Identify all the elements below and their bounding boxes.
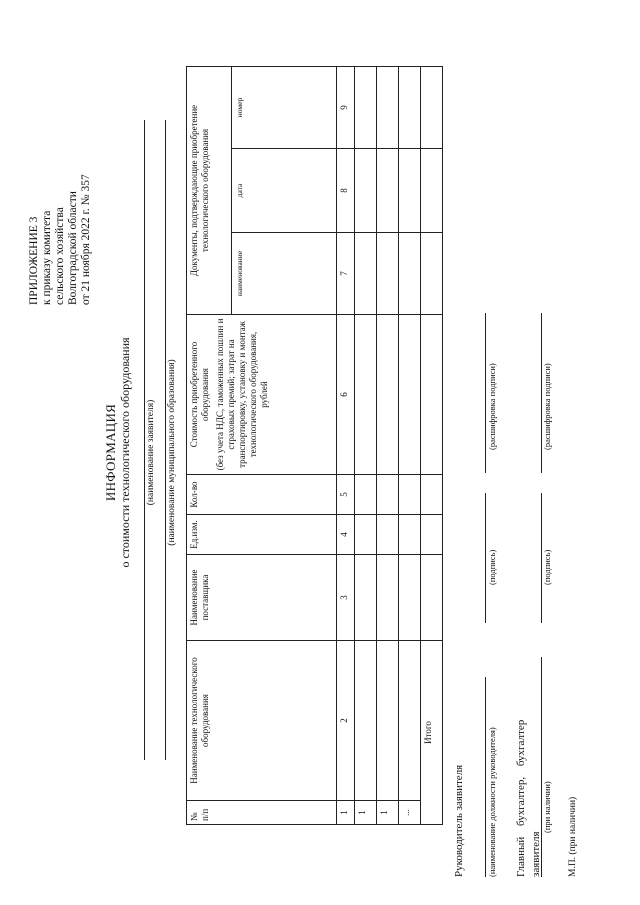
header-cost-title: Стоимость приобретенного оборудования — [189, 341, 210, 448]
column-number: 1 — [337, 801, 355, 825]
chief-sign-caption: (подпись) — [542, 549, 552, 585]
table-cell — [421, 315, 443, 475]
chief-accountant-label: Главный бухгалтер, бухгалтер — [515, 719, 527, 877]
column-number: 3 — [337, 555, 355, 641]
table-cell — [377, 233, 399, 315]
column-number: 2 — [337, 641, 355, 801]
document-subtitle: о стоимости технологического оборудования — [118, 337, 132, 568]
header-documents: Документы, подтверждающие приобретение технологического оборудования — [187, 66, 232, 314]
table-cell — [421, 515, 443, 555]
head-sign-line — [485, 493, 486, 623]
table-cell — [421, 149, 443, 233]
table-cell — [377, 315, 399, 475]
column-number: 7 — [337, 233, 355, 315]
column-number: 6 — [337, 315, 355, 475]
table-cell — [377, 66, 399, 148]
table-cell — [355, 475, 377, 515]
table-cell — [399, 641, 421, 801]
table-cell — [355, 315, 377, 475]
total-label: Итого — [421, 641, 443, 825]
appendix-line: от 21 ноября 2022 г. № 357 — [80, 174, 92, 305]
row-number: ... — [399, 801, 421, 825]
applicant-line — [144, 120, 145, 760]
table-cell — [355, 555, 377, 641]
head-sign-caption: (подпись) — [487, 549, 497, 585]
chief-accountant-caption: (при наличии) — [542, 781, 552, 833]
table-row — [355, 66, 377, 824]
appendix-block — [28, 174, 93, 305]
table-cell — [377, 555, 399, 641]
table-cell — [399, 149, 421, 233]
stamp-label: М.П. (при наличии) — [568, 796, 578, 877]
table-row — [377, 66, 399, 824]
table-cell — [355, 149, 377, 233]
head-decode-caption: (расшифровка подписи) — [487, 363, 497, 450]
column-number-row — [337, 66, 355, 824]
row-number: 1 — [377, 801, 399, 825]
table-cell — [399, 66, 421, 148]
header-equipment-name: Наименование технологического оборудования — [187, 641, 337, 801]
table-cell — [355, 515, 377, 555]
table-row — [399, 66, 421, 824]
table-cell — [421, 555, 443, 641]
row-number: 1 — [355, 801, 377, 825]
column-number: 5 — [337, 475, 355, 515]
table-cell — [399, 555, 421, 641]
chief-accountant-label-2: заявителя — [530, 831, 542, 877]
appendix-line: к приказу комитета — [41, 210, 53, 305]
header-cost — [187, 315, 337, 475]
table-cell — [399, 475, 421, 515]
header-cost-note: (без учета НДС, таможенных пошлин и страховых премий; затрат на транспортировку, установку и монтаж технологического оборудования, рублей — [215, 318, 269, 471]
header-number: № п/п — [187, 801, 337, 825]
head-decode-line — [485, 313, 486, 473]
table-header-row — [187, 66, 232, 824]
applicant-caption: (наименование заявителя) — [146, 399, 156, 506]
table-cell — [421, 475, 443, 515]
header-doc-name: наименование — [232, 233, 337, 315]
table-cell — [377, 149, 399, 233]
appendix-line: Волгоградской области — [67, 191, 79, 305]
table-cell — [399, 315, 421, 475]
head-label: Руководитель заявителя — [453, 764, 465, 877]
head-position-line — [485, 677, 486, 877]
table-cell — [421, 66, 443, 148]
column-number: 9 — [337, 66, 355, 148]
column-number: 4 — [337, 515, 355, 555]
appendix-line: ПРИЛОЖЕНИЕ 3 — [28, 216, 40, 305]
header-doc-number: номер — [232, 66, 337, 148]
header-quantity: Кол-во — [187, 475, 337, 515]
header-doc-date: дата — [232, 149, 337, 233]
table-cell — [377, 515, 399, 555]
table-total-row — [421, 66, 443, 824]
header-supplier: Наименование поставщика — [187, 555, 337, 641]
table-cell — [355, 66, 377, 148]
table-cell — [355, 233, 377, 315]
appendix-line: сельского хозяйства — [54, 207, 66, 305]
chief-accountant-line — [541, 657, 542, 877]
document-title: ИНФОРМАЦИЯ — [103, 403, 118, 502]
table-cell — [399, 233, 421, 315]
table-cell — [399, 515, 421, 555]
table-cell — [355, 641, 377, 801]
head-position-caption: (наименование должности руководителя) — [487, 727, 497, 877]
municipality-line — [165, 120, 166, 760]
municipality-caption: (наименование муниципального образования) — [167, 359, 177, 546]
header-unit: Ед.изм. — [187, 515, 337, 555]
table-cell — [421, 233, 443, 315]
chief-decode-caption: (расшифровка подписи) — [542, 363, 552, 450]
table-cell — [377, 475, 399, 515]
column-number: 8 — [337, 149, 355, 233]
table-cell — [377, 641, 399, 801]
equipment-cost-table — [186, 66, 443, 825]
